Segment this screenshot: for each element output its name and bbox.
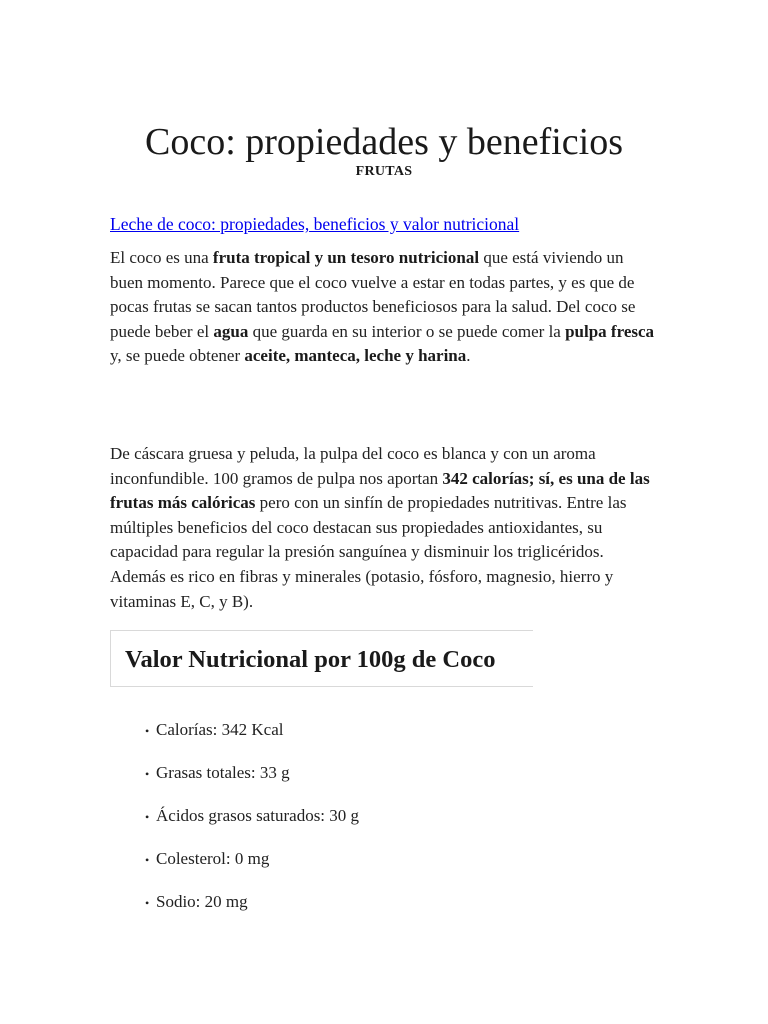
bold-segment: fruta tropical y un tesoro nutricional (212, 248, 480, 267)
bullet-icon: • (145, 724, 150, 738)
text-segment: . (466, 346, 471, 366)
nutrition-item-cholesterol: Colesterol: 0 mg (156, 849, 270, 868)
list-item (145, 759, 359, 802)
description-paragraph (110, 442, 655, 614)
text-segment: pero con un sinfín de propiedades nutritivas. Entre las múltiples beneficios del coco destacan sus propiedades antioxidantes, su capacidad para regular la presión sanguínea y disminuir los triglicéridos. Además es rico en fibras y minerales (potasio, fósforo, magnesio, hierro y vitaminas E, C, y B). (110, 493, 627, 611)
bold-segment: 342 calorías; sí, es una de las frutas más calóricas (110, 468, 650, 513)
bullet-icon: • (145, 896, 150, 910)
bullet-icon: • (145, 810, 150, 824)
nutrition-item-saturated-fat: Ácidos grasos saturados: 30 g (156, 806, 360, 825)
text-segment: y, se puede obtener (110, 346, 245, 366)
text-segment: De cáscara gruesa y peluda, la pulpa del coco es blanca y con un aroma inconfundible. 100 gramos de pulpa nos aportan (110, 444, 596, 488)
nutrition-item-calories: Calorías: 342 Kcal (156, 720, 284, 739)
bullet-icon: • (145, 767, 150, 781)
intro-paragraph (110, 246, 655, 369)
bold-segment: agua (213, 321, 249, 341)
category-label: FRUTAS (355, 164, 413, 179)
nutrition-item-sodium: Sodio: 20 mg (156, 892, 248, 911)
text-segment: que está viviendo un buen momento. Parece que el coco vuelve a estar en todas partes, y es que de pocas frutas se sacan tantos productos beneficiosos para la salud. Del coco se puede beber el (110, 248, 636, 341)
nutrition-heading-box (110, 630, 533, 687)
bold-segment: pulpa fresca (565, 321, 655, 341)
nutrition-heading: Valor Nutricional por 100g de Coco (125, 646, 496, 673)
list-item (145, 845, 359, 888)
bold-segment: aceite, manteca, leche y harina (244, 346, 467, 366)
nutrition-list (145, 716, 359, 931)
text-segment: El coco es una (110, 248, 213, 267)
bullet-icon: • (145, 853, 150, 867)
list-item (145, 716, 359, 759)
nutrition-item-total-fat: Grasas totales: 33 g (156, 763, 290, 782)
list-item (145, 888, 359, 931)
list-item (145, 802, 359, 845)
article-title: Coco: propiedades y beneficios (144, 121, 624, 163)
text-segment: que guarda en su interior o se puede comer la (248, 321, 566, 341)
related-article-link[interactable]: Leche de coco: propiedades, beneficios y valor nutricional (110, 214, 520, 234)
